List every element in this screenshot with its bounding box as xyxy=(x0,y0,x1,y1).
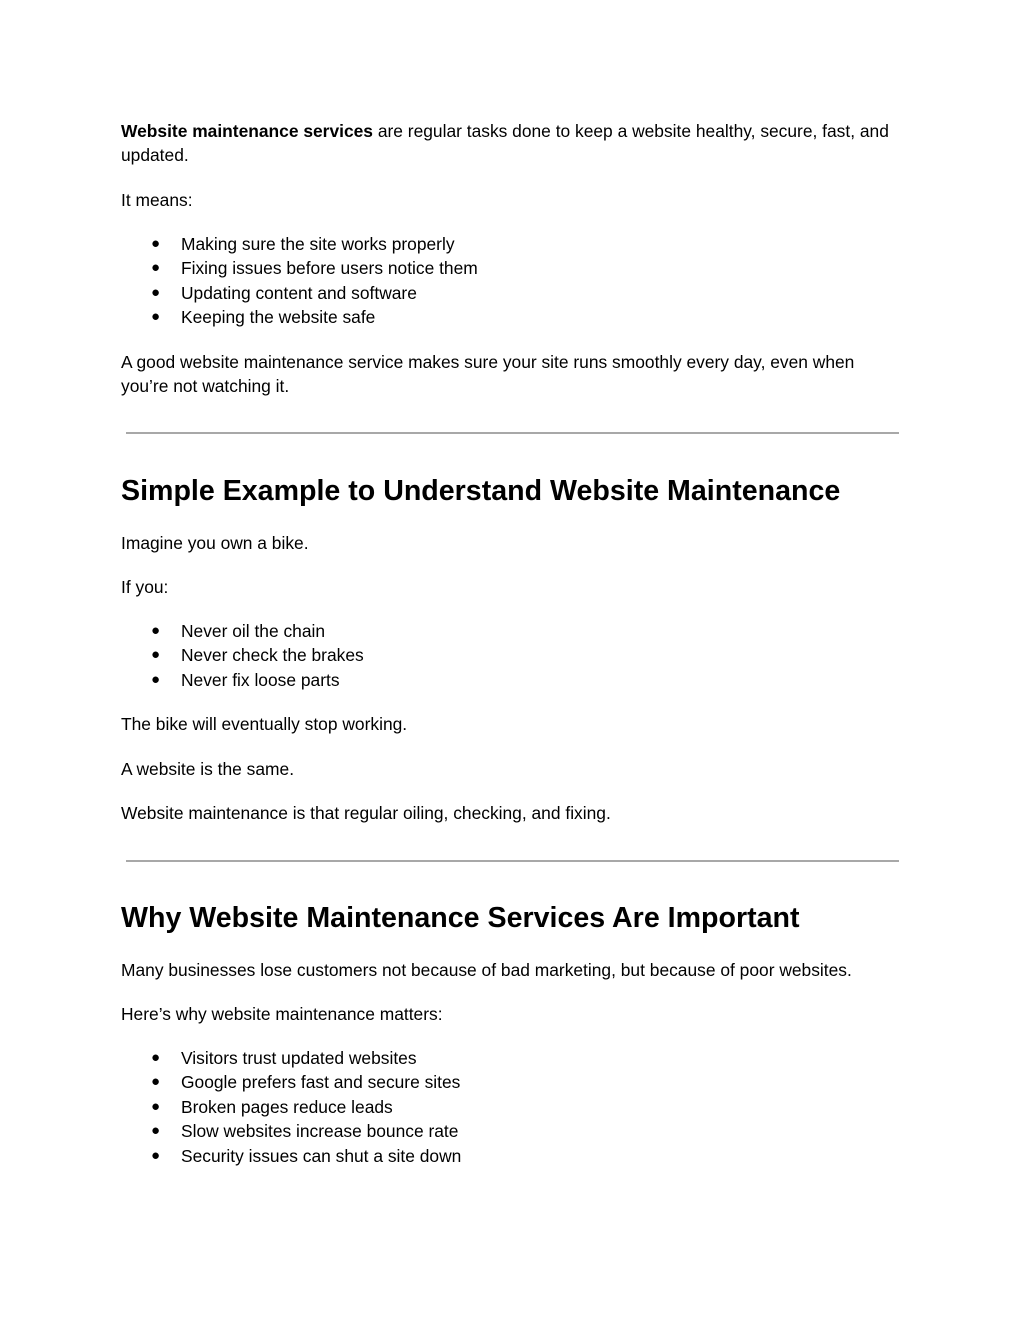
bullet-icon: ● xyxy=(151,259,161,277)
section-heading-why: Why Website Maintenance Services Are Important xyxy=(121,902,800,934)
section-divider xyxy=(126,860,899,862)
bullet-icon: ● xyxy=(151,308,161,326)
example-paragraph-4: A website is the same. xyxy=(121,759,295,779)
bullet-icon: ● xyxy=(151,235,161,252)
example-bullet-list xyxy=(121,619,364,692)
list-item: ● Never check the brakes xyxy=(121,643,364,667)
bullet-icon: ● xyxy=(151,1097,161,1115)
example-paragraph-3: The bike will eventually stop working. xyxy=(121,714,408,734)
list-item: ● Security issues can shut a site down xyxy=(121,1144,461,1168)
why-paragraph-1: Many businesses lose customers not because of bad marketing, but because of poor websites. xyxy=(121,960,852,980)
why-paragraph-2: Here’s why website maintenance matters: xyxy=(121,1004,443,1024)
section-divider xyxy=(126,432,899,434)
intro-it-means: It means: xyxy=(121,190,193,210)
bullet-icon: ● xyxy=(151,670,161,688)
list-item: ● Making sure the site works properly xyxy=(121,232,478,256)
bullet-icon: ● xyxy=(151,622,161,639)
intro-bold-lead: Website maintenance services xyxy=(121,121,373,141)
list-item: ● Fixing issues before users notice them xyxy=(121,256,478,280)
list-item: ● Never fix loose parts xyxy=(121,668,364,692)
example-paragraph-5: Website maintenance is that regular oiling, checking, and fixing. xyxy=(121,803,611,823)
example-paragraph-1: Imagine you own a bike. xyxy=(121,533,309,553)
bullet-icon: ● xyxy=(151,283,161,301)
list-item: ● Visitors trust updated websites xyxy=(121,1046,461,1070)
why-bullet-list xyxy=(121,1046,461,1168)
list-item: ● Slow websites increase bounce rate xyxy=(121,1119,461,1143)
list-item: ● Updating content and software xyxy=(121,281,478,305)
section-heading-example: Simple Example to Understand Website Maintenance xyxy=(121,475,841,507)
bullet-icon: ● xyxy=(151,1073,161,1091)
list-item: ● Broken pages reduce leads xyxy=(121,1095,461,1119)
intro-paragraph xyxy=(121,119,901,168)
intro-rest: are regular tasks done to keep a website healthy, secure, fast, and updated. xyxy=(121,121,889,166)
bullet-icon: ● xyxy=(151,1122,161,1140)
intro-bullet-list xyxy=(121,232,478,330)
list-item: ● Keeping the website safe xyxy=(121,305,478,329)
list-item: ● Google prefers fast and secure sites xyxy=(121,1070,461,1094)
intro-closing: A good website maintenance service makes sure your site runs smoothly every day, even when you’re not watching it. xyxy=(121,352,855,397)
list-item: ● Never oil the chain xyxy=(121,619,364,643)
bullet-icon: ● xyxy=(151,1146,161,1164)
bullet-icon: ● xyxy=(151,1049,161,1066)
example-paragraph-2: If you: xyxy=(121,577,169,597)
bullet-icon: ● xyxy=(151,646,161,664)
